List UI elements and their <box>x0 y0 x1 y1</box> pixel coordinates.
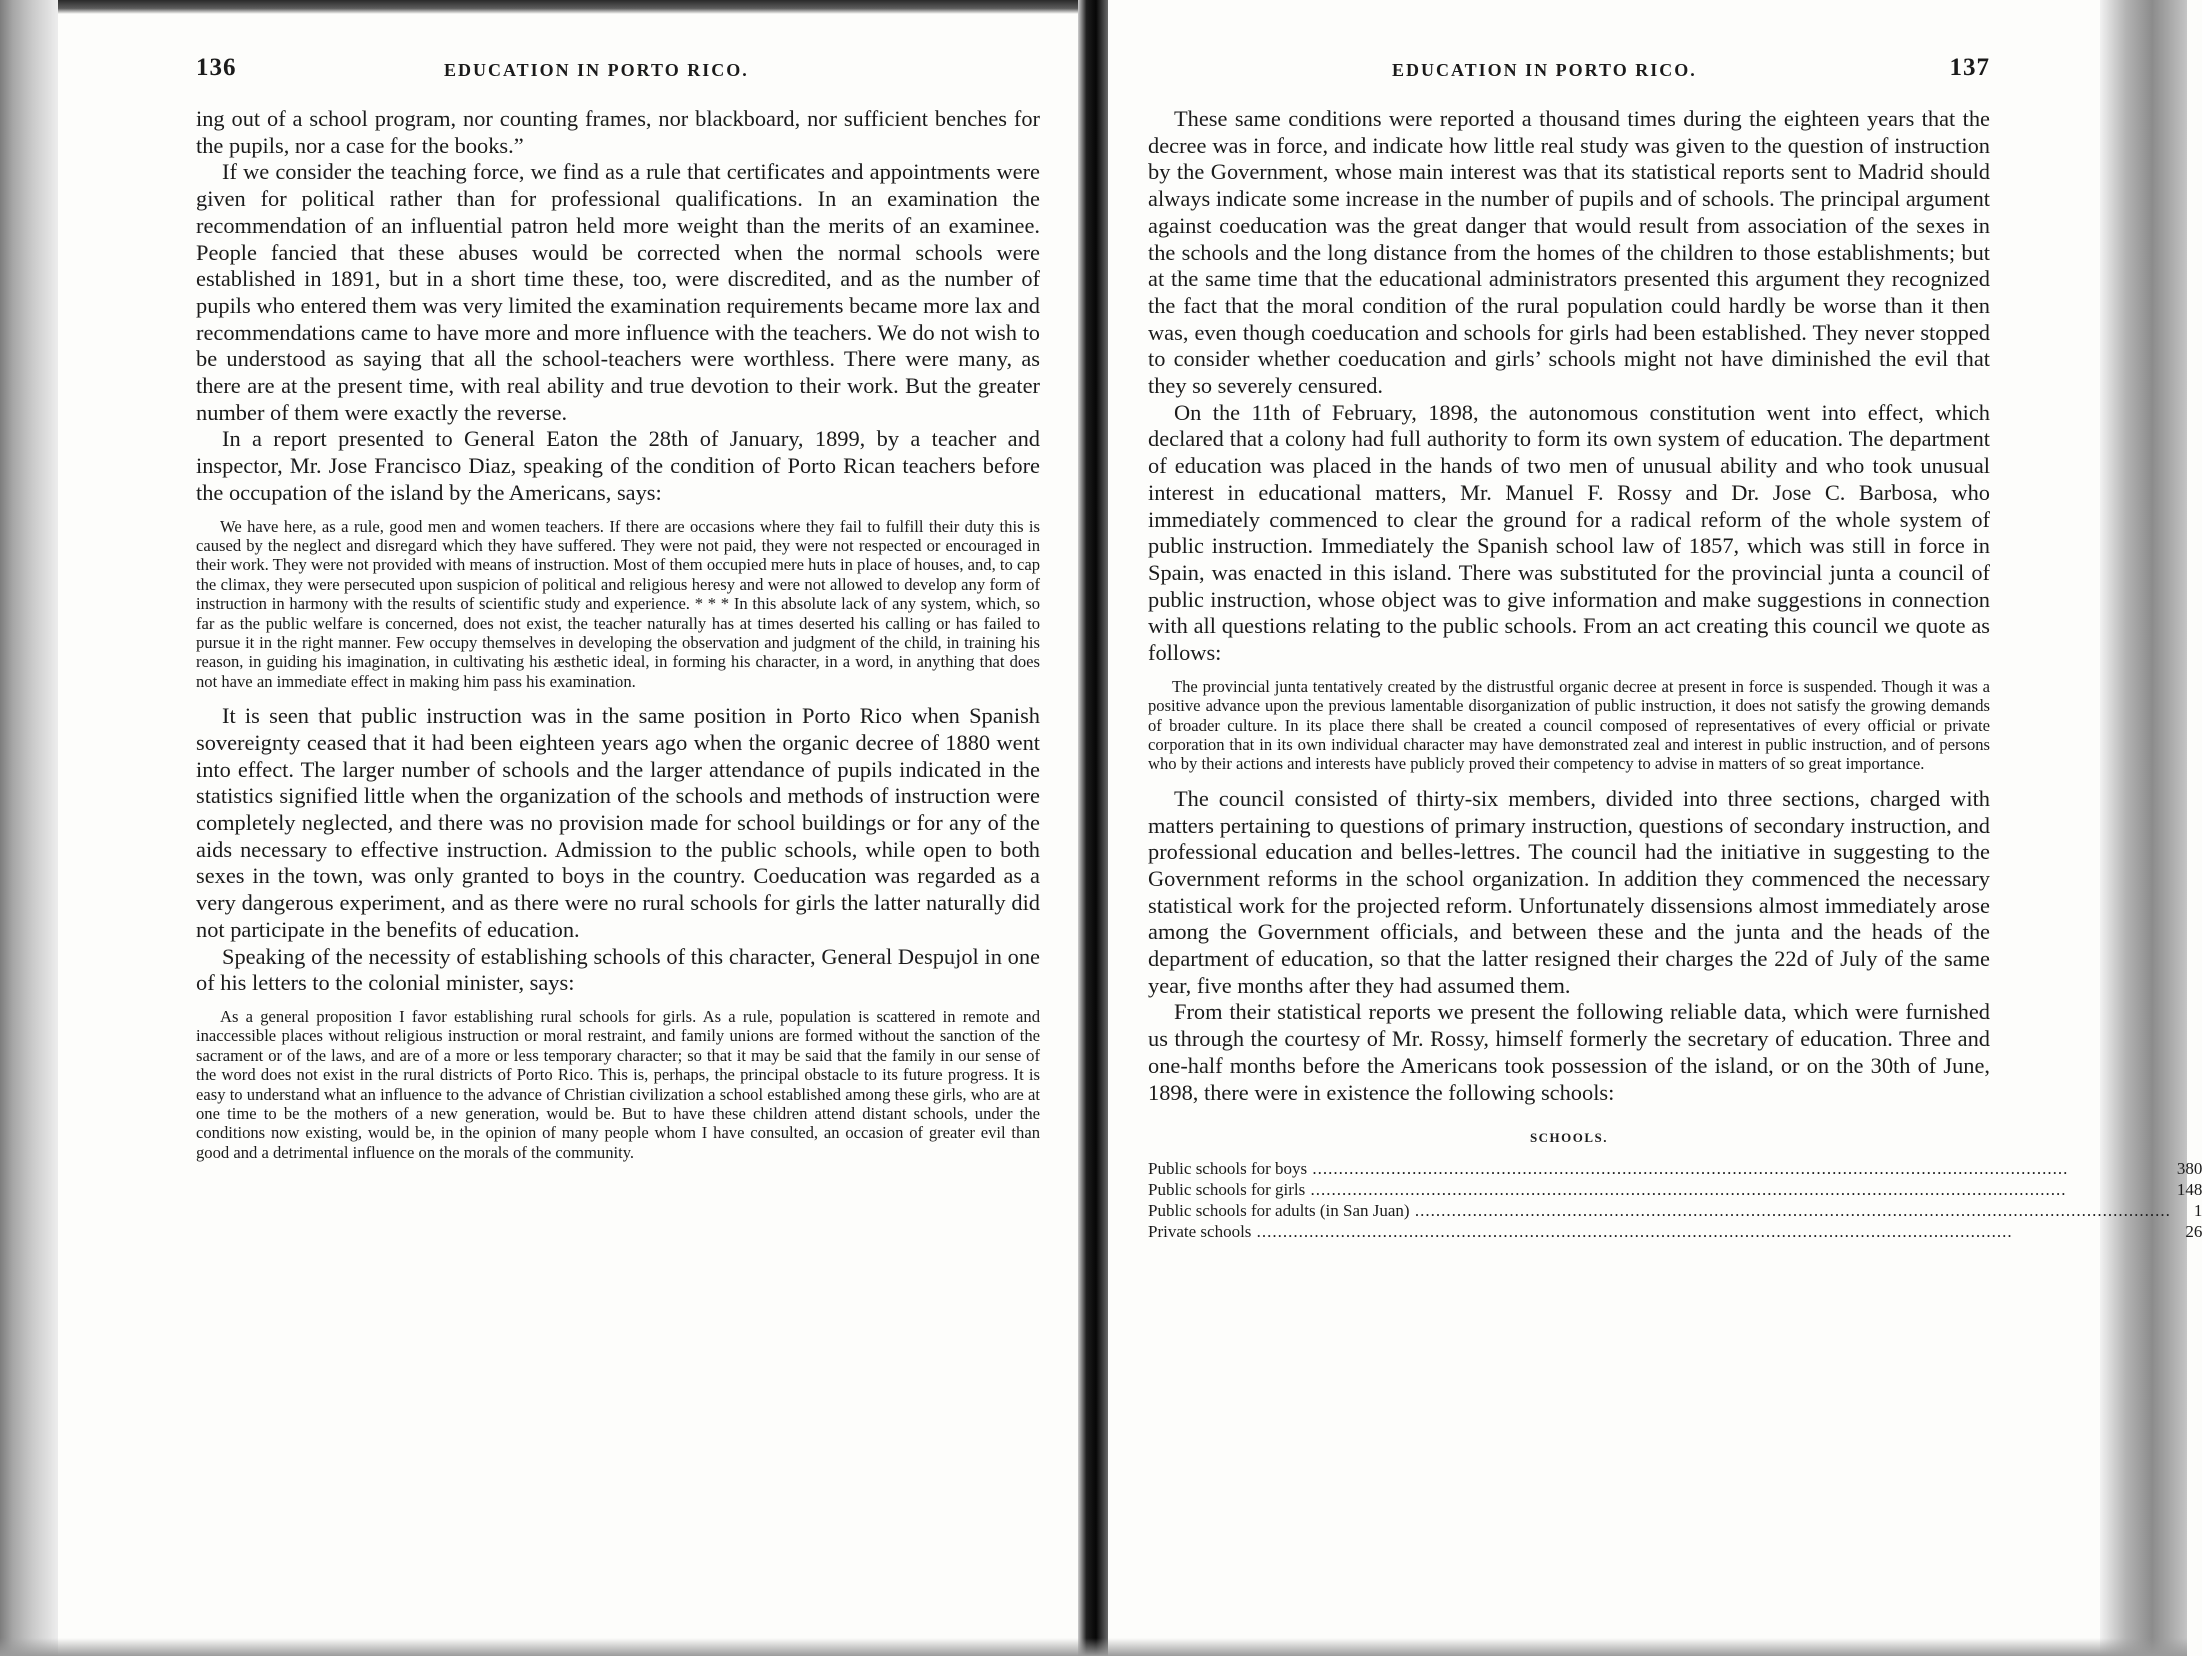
running-title: EDUCATION IN PORTO RICO. <box>444 60 749 80</box>
paragraph: ing out of a school program, nor counting frames, nor blackboard, nor sufficient benches for the pupils, nor a case for the books.” <box>196 106 1040 158</box>
schools-caption: SCHOOLS. <box>1529 1130 1609 1146</box>
paragraph: On the 11th of February, 1898, the autonomous constitution went into effect, which declared that a colony had full authority to form its own system of education. The department of education was placed in the hands of two men of unusual ability and who took unusual interest in educational matters, Mr. Manuel F. Rossy and Dr. Jose C. Barbosa, who immediately commenced to clear the ground for a radical reform of the whole system of public instruction. Immediately the Spanish school law of 1857, which was still in force in Spain, was enacted in this island. There was substituted for the provincial junta a council of public instruction, whose object was to give information and make suggestions in connection with all questions relating to the public schools. From an act creating this council we quote as follows: <box>1148 399 1990 666</box>
paragraph: Speaking of the necessity of establishing schools of this character, General Despujol in one of his letters to the colonial minister, says: <box>196 943 1040 996</box>
paragraph: It is seen that public instruction was in the same position in Porto Rico when Spanish sovereignty ceased that it had been eighteen years ago when the organic decree of 1880 went into effect. The larger number of schools and the larger attendance of pupils indicated in the statistics signified little when the organization of the schools and methods of instruction were completely neglected, and there was no provision made for school buildings or for any of the aids necessary to effective instruction. Admission to the public schools, while open to both sexes in the town, was only granted to boys in the country. Coeducation was regarded as a very dangerous experiment, and as there were no rural schools for girls the latter naturally did not participate in the benefits of education. <box>196 703 1040 942</box>
table-row <box>1148 1221 2202 1242</box>
paragraph: In a report presented to General Eaton the 28th of January, 1899, by a teacher and inspector, Mr. Jose Francisco Diaz, speaking of the condition of Porto Rican teachers before the occupation of the island by the Americans, says: <box>196 426 1040 505</box>
scan-edge-right <box>2100 0 2187 1656</box>
table-row <box>1148 1179 2202 1200</box>
right-page <box>1148 48 2202 1242</box>
page-number: 137 <box>1949 54 1990 81</box>
school-count: 148 <box>2176 1180 2202 1200</box>
paragraph: If we consider the teaching force, we find as a rule that certificates and appointments were given for political rather than for professional qualifications. In an examination the recommendation of an influential patron held more weight than the merits of an examinee. People fancied that these abuses would be corrected when the normal schools were established in 1891, but in a short time these, too, were discredited, and as the number of pupils who entered them was very limited the examination requirements became more lax and recommendations came to have more and more influence with the teachers. We do not wish to be understood as saying that all the school-teachers were worthless. There were many, as there are at the present time, with real ability and true devotion to their work. But the greater number of them were exactly the reverse. <box>196 159 1040 425</box>
paragraph: The council consisted of thirty-six members, divided into three sections, charged with matters pertaining to questions of primary instruction, questions of secondary instruction, and professional education and belles-lettres. The council had the initiative in suggesting to the Government reforms in the school organization. In addition they commenced the necessary statistical work for the projected reform. Unfortunately dissensions almost immediately arose among the Government officials, and between these and the junta and the heads of the department of education, so that the latter resigned their charges the 22d of July of the same year, five months after they had assumed them. <box>1148 785 1990 998</box>
scan-shadow-bottom <box>0 1638 2187 1656</box>
school-count: 1 <box>2193 1201 2202 1221</box>
scan-edge-left <box>0 0 58 1656</box>
school-type: Public schools for adults (in San Juan) ..... <box>1148 1200 2171 1221</box>
book-gutter <box>1078 0 1108 1656</box>
school-type: Private schools ..... <box>1148 1221 2171 1242</box>
scan-shadow-top <box>0 0 1080 14</box>
left-page <box>196 48 1040 1172</box>
right-running-head <box>1148 48 1990 88</box>
schools-table <box>1148 1158 2202 1242</box>
left-running-head <box>196 48 1040 88</box>
school-type: Public schools for girls ..... <box>1148 1179 2171 1200</box>
paragraph: These same conditions were reported a thousand times during the eighteen years that the decree was in force, and indicate how little real study was given to the question of instruction by the Government, whose main interest was that its statistical reports sent to Madrid should always indicate some increase in the number of pupils and of schools. The principal argument against coeducation was the great danger that would result from association of the sexes in the schools and the long distance from the homes of the children to those establishments; but at the same time that the educational administrators presented this argument they recognized the fact that the moral condition of the rural population could hardly be worse than it then was, even though coeducation and schools for girls had been established. They never stopped to consider whether coeducation and girls’ schools might not have diminished the evil that they so severely censured. <box>1148 106 1990 399</box>
paragraph: From their statistical reports we present the following reliable data, which were furnished us through the courtesy of Mr. Rossy, himself formerly the secretary of education. Three and one-half months before the Americans took possession of the island, or on the 30th of June, 1898, there were in existence the following schools: <box>1148 999 1990 1105</box>
running-title: EDUCATION IN PORTO RICO. <box>1392 60 1697 80</box>
block-quote: We have here, as a rule, good men and women teachers. If there are occasions where they fail to fulfill their duty this is caused by the neglect and disregard which they have suffered. They were not paid, they were not respected or encouraged in their work. They were not provided with means of instruction. Most of them occupied mere huts in place of houses, and, to cap the climax, they were persecuted upon suspicion of political and religious heresy and were not allowed to develop any form of instruction in harmony with the results of scientific study and experience. * * * In this absolute lack of any system, which, so far as the public welfare is concerned, does not exist, the teacher naturally has at times deserted his calling or has failed to pursue it in the right manner. Few occupy themselves in developing the observation and judgment of the child, in training his reason, in guiding his imagination, in cultivating his æsthetic ideal, in forming his character, in a word, in anything that does not have an immediate effect in making him pass his examination. <box>196 516 1040 691</box>
block-quote: The provincial junta tentatively created by the distrustful organic decree at present in force is suspended. Though it was a positive advance upon the previous lamentable disorganization of public instruction, it does not satisfy the growing demands of broader culture. In its place there shall be created a council composed of representatives of every official or private corporation that in its own individual character may have demonstrated zeal and interest in public instruction, and of persons who by their actions and interests have publicly proved their competency to advise in matters of so great importance. <box>1148 676 1990 774</box>
table-row <box>1148 1158 2202 1179</box>
page-number: 136 <box>196 54 237 81</box>
table-row <box>1148 1200 2202 1221</box>
school-count: 380 <box>2176 1159 2202 1179</box>
school-type: Public schools for boys ..... <box>1148 1158 2171 1179</box>
school-count: 26 <box>2185 1222 2202 1242</box>
block-quote: As a general proposition I favor establishing rural schools for girls. As a rule, population is scattered in remote and inaccessible places without religious instruction or moral restraint, and family unions are formed without the sanction of the sacrament or of the laws, and are of a more or less temporary character; so that it may be said that the family in our sense of the word does not exist in the rural districts of Porto Rico. This is, perhaps, the principal obstacle to its future progress. It is easy to understand what an influence to the advance of Christian civilization a school established among these girls, who are at one time to be the mothers of a new generation, would be. But to have these children attend distant schools, under the conditions now existing, would be, in the opinion of many people whom I have consulted, an occasion of greater evil than good and a detrimental influence on the morals of the community. <box>196 1006 1040 1162</box>
